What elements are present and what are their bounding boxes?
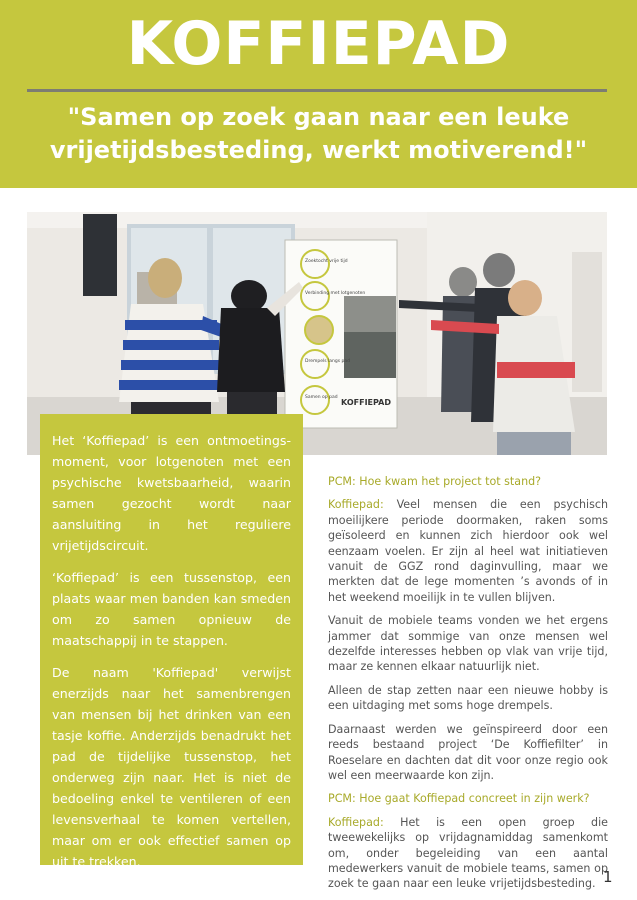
rollup-banner (285, 240, 397, 428)
interview-column (328, 474, 608, 900)
intro-sidebox (40, 414, 303, 869)
answer-2-text: Het is een open groep die tweewekelijks op vrijdagnamiddag samenkomt om, onder begeleiding van een aantal medewerkers vanuit de mobiele teams, samen op zoek te gaan naar een leuke vrijetijdsbesteding. (328, 815, 608, 891)
intro-paragraph-1: Het ‘Koffiepad’ is een ontmoetings-moment, voor lotgenoten met een psychische kwetsbaarheid, waarin samen gezocht wordt naar aansluiting in het reguliere vrijetijdscircuit. (52, 433, 291, 553)
question-2: PCM: Hoe gaat Koffiepad concreet in zijn werk? (328, 792, 590, 806)
banner-step-3: Drempels langs pad (305, 359, 350, 364)
page-subtitle: "Samen op zoek gaan naar een leuke vrijetijdsbesteding, werkt motiverend!" (49, 103, 588, 164)
answer-2 (328, 815, 608, 892)
tv-screen (83, 214, 117, 296)
banner-step-4: Samen op pad (305, 395, 338, 400)
paragraph-4: Daarnaast werden we geïnspireerd door een reeds bestaand project ‘De Koffiefilter’ in Roeselare en dachten dat dit voor onze regio ook wel een meerwaarde kon zijn. (328, 722, 608, 782)
banner-step-2: Verbinding met lotgenoten (305, 291, 366, 296)
paragraph-3: Alleen de stap zetten naar een nieuwe hobby is een uitdaging met soms hoge drempels. (328, 683, 608, 713)
paragraph-2: Vanuit de mobiele teams vonden we het ergens jammer dat sommige van onze mensen wel dezelfde interesses hebben op vlak van vrije tijd, maar ze kennen elkaar natuurlijk niet. (328, 614, 608, 674)
banner-brand: KOFFIEPAD (341, 398, 391, 407)
title-divider (27, 89, 607, 92)
banner-step-1: Zoektocht vrije tijd (305, 259, 348, 264)
answer-1 (328, 497, 608, 605)
answer-1-text: Veel mensen die een psychisch moeilijkere periode doormaken, raken soms geïsoleerd en kunnen zich hierdoor ook wel eenzaam voelen. Er zijn al heel wat initiatieven vanuit de GGZ rond daginvulling, maar we merkten dat de lege momenten ’s avonds of in het weekend moeilijk in te vullen blijven. (328, 498, 608, 604)
page-title: KOFFIEPAD (126, 9, 511, 79)
intro-paragraph-2: ‘Koffiepad’ is een tussenstop, een plaats waar men banden kan smeden om zo samen opnieuw de maatschappij in te stappen. (52, 570, 291, 648)
page-number: 1 (603, 868, 613, 886)
intro-paragraph-3: De naam 'Koffiepad' verwijst enerzijds naar het samenbrengen van mensen bij het drinken van een tasje koffie. Anderzijds benadrukt het pad de tijdelijke tussenstop, het onderweg zijn naar. Het is niet de bedoeling enkel te ventileren of een levensverhaal te komen vertellen, maar om er ook effectief samen op uit te trekken. (52, 665, 291, 869)
answer-1-lead: Koffiepad: (328, 498, 384, 512)
answer-2-lead: Koffiepad: (328, 815, 384, 829)
question-1: PCM: Hoe kwam het project tot stand? (328, 475, 542, 488)
